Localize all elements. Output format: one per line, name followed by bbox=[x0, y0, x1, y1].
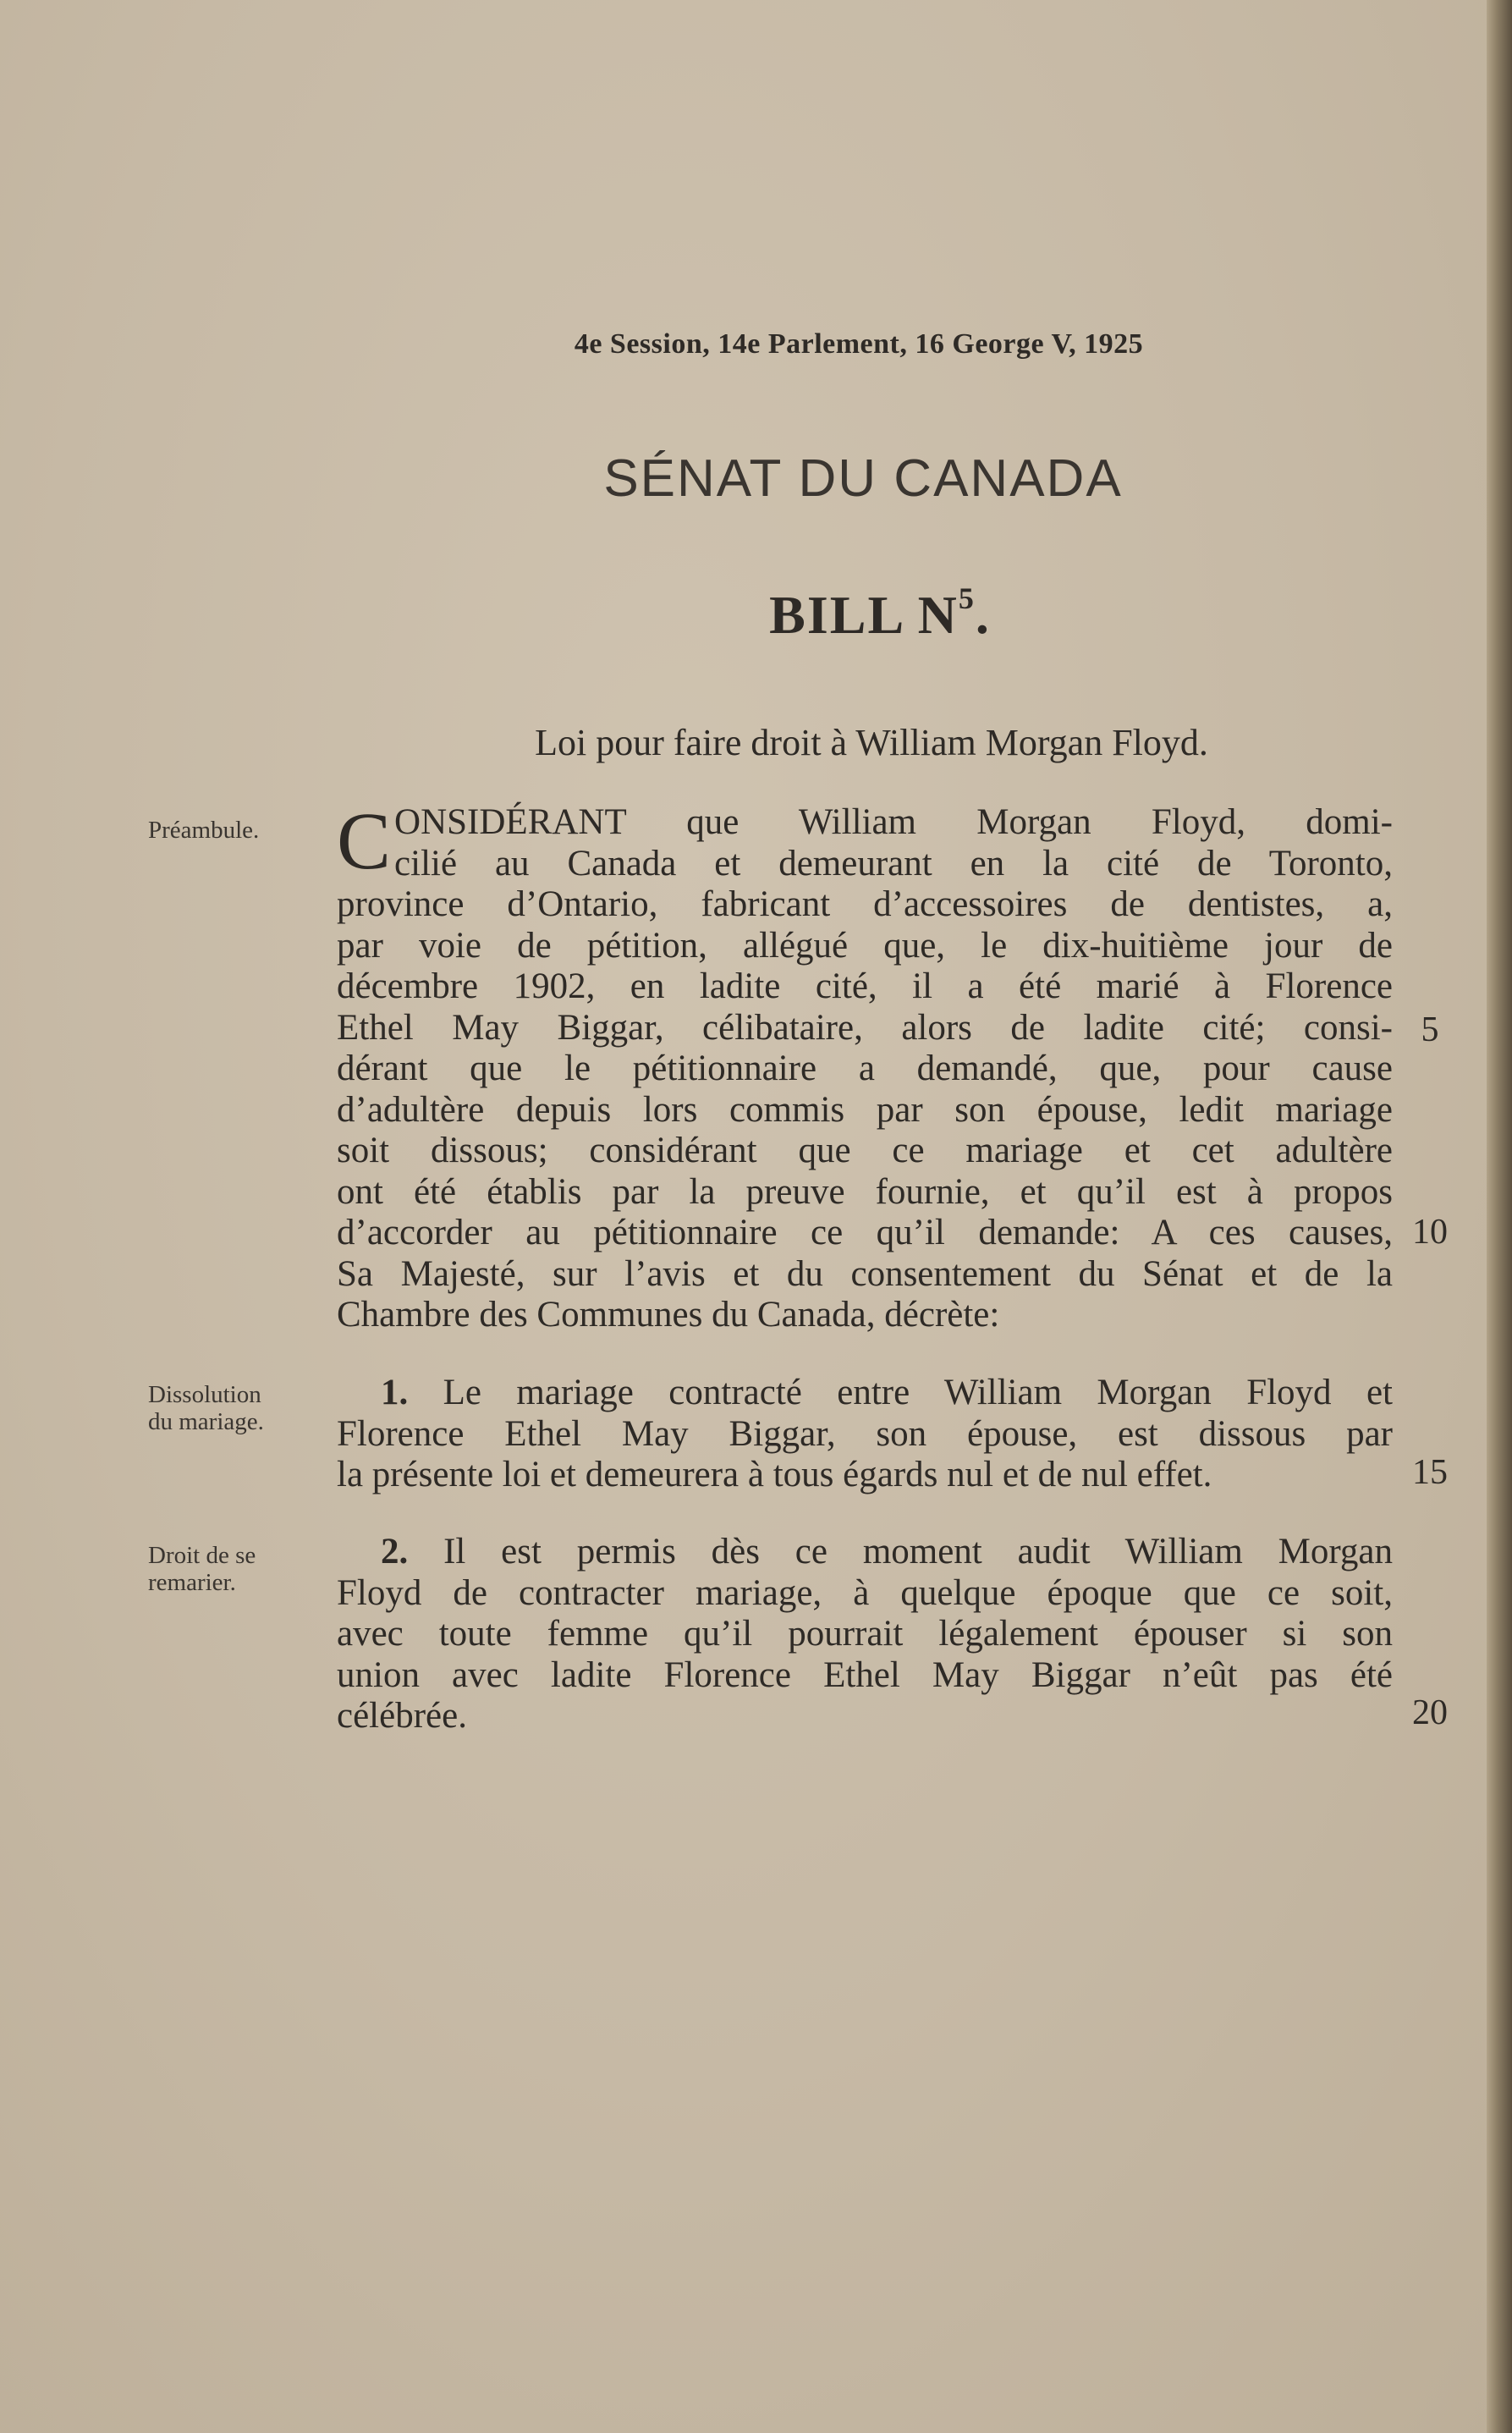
session-line: 4e Session, 14e Parlement, 16 George V, 1925 bbox=[574, 328, 1144, 360]
preamble-line: décembre 1902, en ladite cité, il a été marié à Florence bbox=[337, 966, 1393, 1006]
section-1-number: 1. bbox=[381, 1373, 409, 1412]
margin-note-remarry bbox=[148, 1542, 317, 1596]
line-number-5: 5 bbox=[1421, 1010, 1439, 1049]
section-1-line bbox=[337, 1373, 1393, 1414]
section-1-text: Le mariage contracté entre William Morgan Floyd et bbox=[408, 1373, 1393, 1412]
section-2-paragraph bbox=[337, 1532, 1393, 1737]
margin-note-preamble: Préambule. bbox=[148, 817, 260, 844]
section-1-paragraph bbox=[337, 1373, 1393, 1496]
preamble-line: cilié au Canada et demeurant en la cité de Toronto, bbox=[394, 843, 1393, 883]
preamble-line: province d’Ontario, fabricant d’accessoires de dentistes, a, bbox=[337, 884, 1393, 924]
bill-short-title: Loi pour faire droit à William Morgan Floyd. bbox=[535, 722, 1208, 763]
section-2-line: avec toute femme qu’il pourrait légalement épouser si son bbox=[337, 1614, 1393, 1654]
bill-suffix: . bbox=[975, 585, 991, 645]
senate-heading: SÉNAT DU CANADA bbox=[603, 449, 1123, 508]
preamble-line: d’accorder au pétitionnaire ce qu’il demande: A ces causes, bbox=[337, 1213, 1393, 1252]
margin-note-dissolution bbox=[148, 1381, 317, 1435]
line-number-15: 15 bbox=[1412, 1453, 1448, 1492]
bill-number: 5 bbox=[958, 581, 976, 615]
section-2-line: union avec ladite Florence Ethel May Biggar n’eût pas été bbox=[337, 1654, 1393, 1695]
preamble-paragraph bbox=[337, 795, 1393, 1336]
preamble-dropcap: C bbox=[337, 795, 392, 886]
section-1-line: la présente loi et demeurera à tous égards nul et de nul effet. bbox=[337, 1455, 1212, 1494]
section-1-line: Florence Ethel May Biggar, son épouse, est dissous par bbox=[337, 1413, 1393, 1454]
page-edge bbox=[1487, 0, 1512, 2433]
preamble-line: Sa Majesté, sur l’avis et du consentement du Sénat et de la bbox=[337, 1253, 1393, 1294]
section-2-line: célébrée. bbox=[337, 1696, 467, 1736]
margin-note-dissolution-line1: Dissolution bbox=[148, 1381, 261, 1408]
preamble-line: d’adultère depuis lors commis par son épouse, ledit mariage bbox=[337, 1089, 1393, 1130]
preamble-line: par voie de pétition, allégué que, le dix-huitième jour de bbox=[337, 925, 1393, 966]
preamble-line: ONSIDÉRANT que William Morgan Floyd, domi- bbox=[394, 802, 1393, 842]
line-number-20: 20 bbox=[1412, 1693, 1448, 1732]
section-2-line bbox=[337, 1532, 1393, 1573]
preamble-line: soit dissous; considérant que ce mariage et cet adultère bbox=[337, 1131, 1393, 1170]
bill-label: BILL N bbox=[769, 585, 959, 645]
line-number-10: 10 bbox=[1412, 1213, 1448, 1252]
section-2-text: Il est permis dès ce moment audit William Morgan bbox=[408, 1532, 1393, 1572]
section-2-line: Floyd de contracter mariage, à quelque époque que ce soit, bbox=[337, 1572, 1393, 1613]
margin-note-remarry-line1: Droit de se bbox=[148, 1542, 256, 1569]
preamble-line: dérant que le pétitionnaire a demandé, que, pour cause bbox=[337, 1049, 1393, 1088]
margin-note-dissolution-line2: du mariage. bbox=[148, 1408, 264, 1435]
preamble-line: ont été établis par la preuve fournie, et qu’il est à propos bbox=[337, 1171, 1393, 1212]
preamble-line: Chambre des Communes du Canada, décrète: bbox=[337, 1295, 1000, 1335]
preamble-line: Ethel May Biggar, célibataire, alors de ladite cité; consi- bbox=[337, 1007, 1393, 1048]
section-2-number: 2. bbox=[381, 1532, 409, 1572]
bill-heading bbox=[0, 581, 1512, 647]
margin-note-remarry-line2: remarier. bbox=[148, 1569, 236, 1596]
